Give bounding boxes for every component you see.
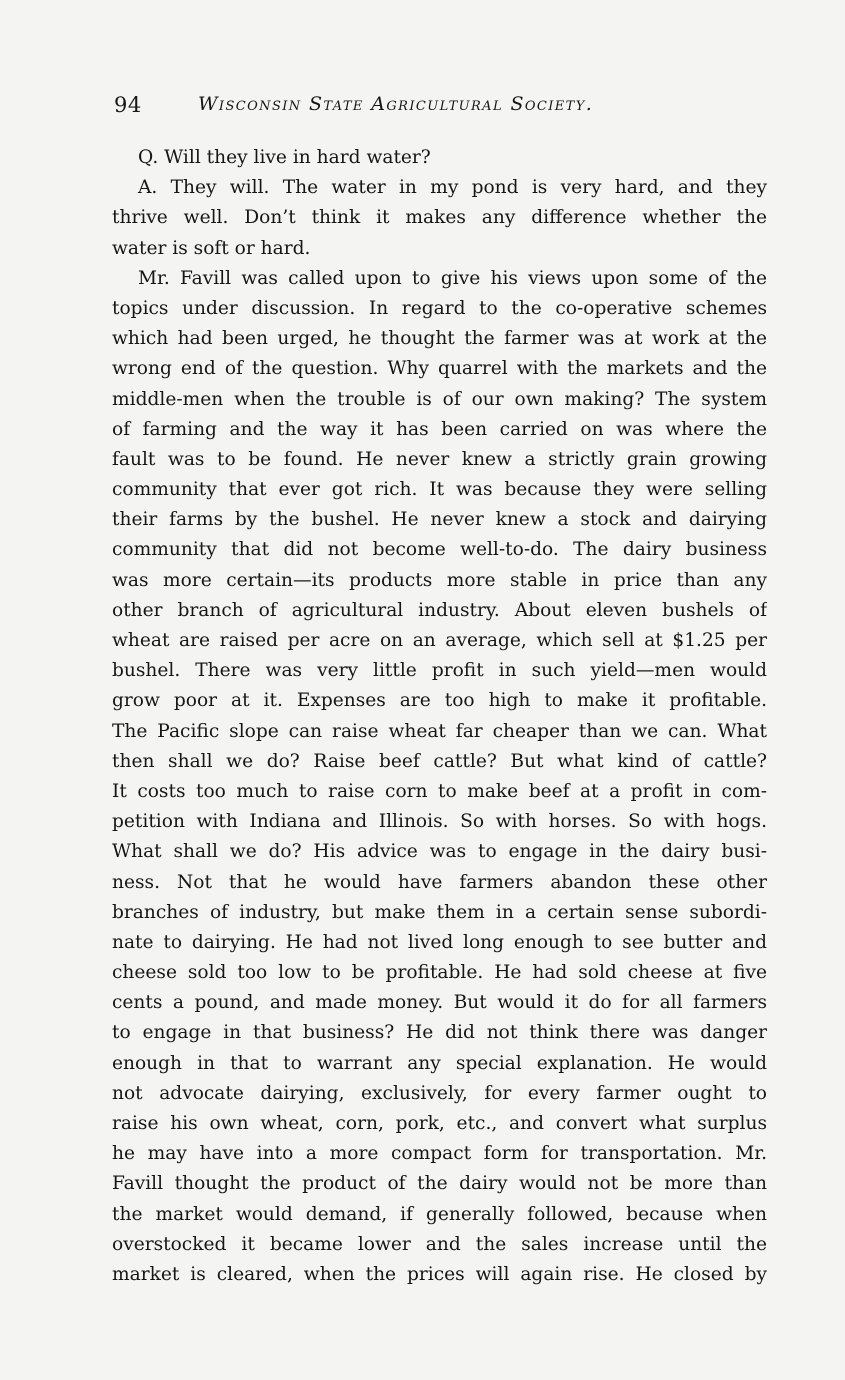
text-line: of farming and the way it has been carried on was where the xyxy=(112,418,767,440)
text-line: raise his own wheat, corn, pork, etc., and convert what surplus xyxy=(112,1113,767,1134)
text-line: nate to dairying. He had not lived long enough to see butter and xyxy=(112,931,767,953)
text-line: cheese sold too low to be profitable. He had sold cheese at five xyxy=(112,962,767,984)
text-line: Mr. Favill was called upon to give his views upon some of the xyxy=(138,267,767,289)
text-line: was more certain—its products more stable in price than any xyxy=(112,569,767,591)
text-line: community that did not become well-to-do. The dairy business xyxy=(112,539,767,561)
text-line: A. They will. The water in my pond is very hard, and they xyxy=(138,177,767,199)
text-line: topics under discussion. In regard to the co-operative schemes xyxy=(112,297,767,319)
text-line: petition with Indiana and Illinois. So with horses. So with hogs. xyxy=(112,811,767,833)
text-line: wrong end of the question. Why quarrel with the markets and the xyxy=(112,358,767,380)
text-line: to engage in that business? He did not think there was danger xyxy=(112,1022,767,1044)
text-line: water is soft or hard. xyxy=(112,237,311,259)
text-line: Favill thought the product of the dairy would not be more than xyxy=(112,1173,767,1195)
text-line: overstocked it became lower and the sales increase until the xyxy=(112,1233,767,1255)
text-line: market is cleared, when the prices will again rise. He closed by xyxy=(112,1263,767,1285)
text-line: community that ever got rich. It was because they were selling xyxy=(112,479,767,501)
text-line: fault was to be found. He never knew a strictly grain growing xyxy=(112,448,767,470)
text-line: The Pacific slope can raise wheat far cheaper than we can. What xyxy=(112,720,767,742)
text-line: then shall we do? Raise beef cattle? But what kind of cattle? xyxy=(112,750,767,772)
text-line: What shall we do? His advice was to engage in the dairy busi- xyxy=(112,841,767,863)
text-line: branches of industry, but make them in a certain sense subordi- xyxy=(112,901,767,923)
text-line: middle-men when the trouble is of our own making? The system xyxy=(112,388,767,410)
text-line: Q. Will they live in hard water? xyxy=(138,147,431,168)
text-line: thrive well. Don’t think it makes any difference whether the xyxy=(112,207,767,229)
page-header xyxy=(114,93,754,121)
text-line: which had been urged, he thought the farmer was at work at the xyxy=(112,328,767,350)
running-title: Wisconsin State Agricultural Society. xyxy=(198,93,594,115)
text-line: ness. Not that he would have farmers abandon these other xyxy=(112,871,767,893)
text-line: the market would demand, if generally followed, because when xyxy=(112,1203,767,1225)
text-line: bushel. There was very little profit in such yield—men would xyxy=(112,660,767,682)
text-line: grow poor at it. Expenses are too high to make it profitable. xyxy=(112,690,767,712)
text-line: enough in that to warrant any special explanation. He would xyxy=(112,1052,767,1074)
text-line: cents a pound, and made money. But would it do for all farmers xyxy=(112,992,767,1014)
text-line: he may have into a more compact form for transportation. Mr. xyxy=(112,1143,767,1165)
text-line: wheat are raised per acre on an average, which sell at $1.25 per xyxy=(112,630,767,651)
body-text xyxy=(112,143,767,1290)
page-number: 94 xyxy=(114,93,142,117)
text-line: other branch of agricultural industry. About eleven bushels of xyxy=(112,599,767,621)
text-line: their farms by the bushel. He never knew a stock and dairying xyxy=(112,509,767,531)
text-line: not advocate dairying, exclusively, for every farmer ought to xyxy=(112,1082,767,1104)
text-line: It costs too much to raise corn to make beef at a profit in com- xyxy=(112,780,767,802)
